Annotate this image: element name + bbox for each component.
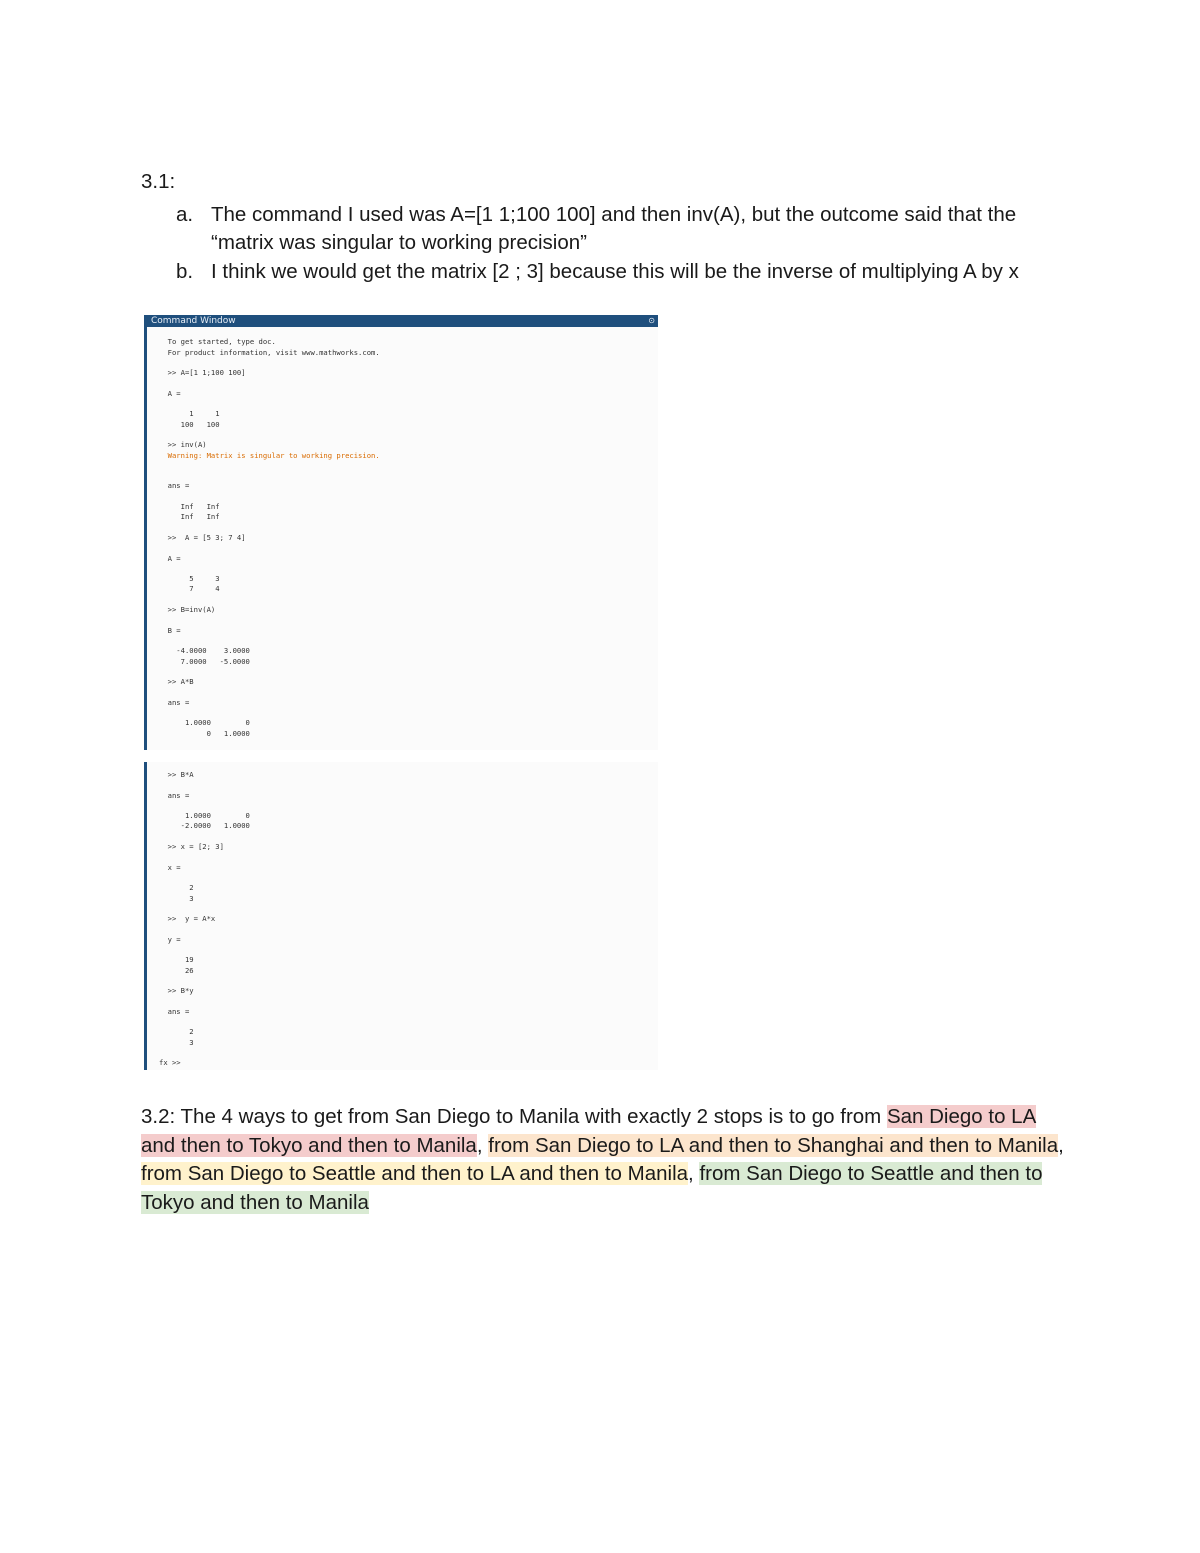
answer-list [141,201,1061,287]
console-text: To get started, type doc. For product information, visit www.mathworks.com. >> A=[1 1;100 100] A = 1 1 100 100 >> inv(A) [167,337,380,450]
command-window-screenshot [144,315,658,750]
section-3-1 [141,168,1061,286]
list-marker: a. [176,202,194,226]
console-output [147,762,658,1069]
list-marker: b. [176,259,194,283]
separator: , [476,1133,489,1157]
list-item [141,201,1061,258]
route-highlight-2: from San Diego to LA and then to Shanghai and then to Manila [488,1133,1059,1157]
route-highlight-4: from San Diego to Seattle and then to Tokyo and then to Manila [141,1162,1043,1214]
console-text: >> B*A ans = 1.0000 0 -2.0000 1.0000 >> x = [2; 3] x = 2 3 >> y = A*x y = 19 26 >> B*y ans = 2 3 fx >> [159,770,250,1068]
route-highlight-1: San Diego to LA and then to Tokyo and then to Manila [141,1105,1037,1157]
console-warning: Warning: Matrix is singular to working precision. [159,450,380,460]
command-window-title-bar [147,315,658,327]
list-item-text: I think we would get the matrix [2 ; 3] because this will be the inverse of multiplying A by x [211,259,1019,283]
separator: , [688,1162,700,1185]
console-text: ans = Inf Inf Inf Inf >> A = [5 3; 7 4] A = 5 3 7 4 >> B=inv(A) B = -4.0000 3.0000 7.0000 -5.0000 >> A*B ans = 1.0000 0 0 1.0000 [167,481,250,738]
list-item-text: The command I used was A=[1 1;100 100] and then inv(A), but the outcome said that the “matrix was singular to working precision” [211,202,1017,254]
console-output [147,327,658,739]
separator: , [1058,1133,1064,1157]
section-3-2 [141,1103,1066,1217]
list-item [141,258,1061,287]
route-highlight-3: from San Diego to Seattle and then to LA and then to Manila [141,1162,689,1185]
section-3-2-intro: 3.2: The 4 ways to get from San Diego to Manila with exactly 2 stops is to go from [141,1105,887,1128]
section-heading: 3.1: [141,170,176,193]
command-window-screenshot-continued [144,762,658,1070]
window-options-icon: ⊙ [648,316,655,325]
command-window-title: Command Window [151,316,236,326]
